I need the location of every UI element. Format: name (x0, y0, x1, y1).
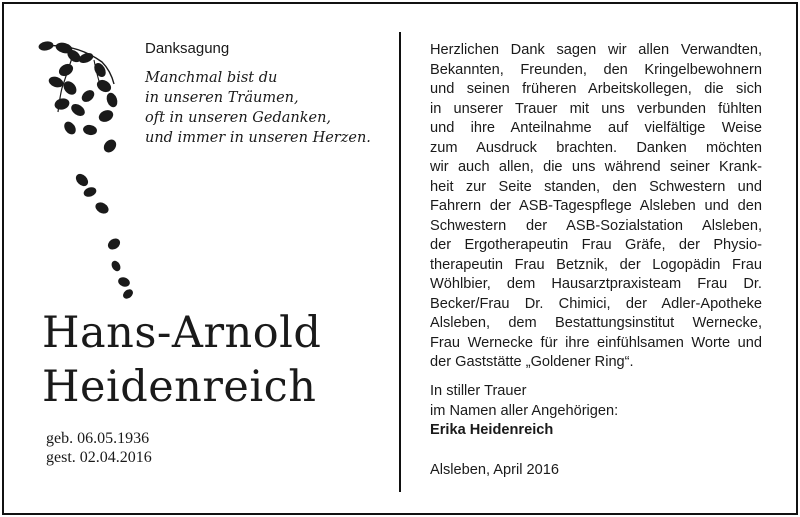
poem-line: und immer in unseren Herzen. (145, 130, 371, 146)
text-line: Schwestern der ASB-Sozialstation Alsleben, (430, 217, 762, 234)
text-line: Becker/Frau Dr. Chimici, der Adler-Apotheke (430, 295, 762, 312)
text-line: der Ergotherapeutin Frau Gräfe, der Physio- (430, 237, 762, 253)
falling-leaves-branch-icon (4, 4, 144, 304)
life-dates (46, 429, 152, 467)
column-divider (399, 32, 401, 492)
poem-line: oft in unseren Gedanken, (145, 110, 332, 126)
text-line: wir auch allen, die uns während seiner Krank- (430, 159, 762, 175)
closing-line: In stiller Trauer (430, 383, 527, 399)
place-date: Alsleben, April 2016 (430, 462, 559, 478)
deceased-last-name: Heidenreich (42, 362, 317, 412)
text-line: zum Ausdruck brachten. Danken möchten (430, 139, 762, 156)
death-date: gest. 02.04.2016 (46, 449, 152, 466)
signer-name: Erika Heidenreich (430, 422, 554, 438)
text-line: und ihre Anteilnahme auf vielfältige Weise (430, 120, 762, 136)
closing-line: im Namen aller Angehörigen: (430, 402, 619, 419)
birth-date: geb. 06.05.1936 (46, 430, 150, 447)
text-line: Herzlichen Dank sagen wir allen Verwandten, (430, 42, 762, 58)
poem-line: in unseren Träumen, (145, 90, 299, 106)
closing-block (430, 382, 618, 441)
text-line: Bekannten, Freunden, den Kringelbewohnern (430, 61, 762, 78)
text-line: heit zur Seite standen, den Schwestern und (430, 178, 762, 195)
text-line: Alsleben, dem Bestattungsinstitut Wernecke, (430, 315, 762, 331)
deceased-name (42, 306, 321, 414)
deceased-first-name: Hans-Arnold (42, 308, 322, 358)
memorial-poem (145, 68, 371, 148)
text-line: in unserer Trauer mit uns verbunden fühlten (430, 100, 762, 117)
poem-line: Manchmal bist du (145, 70, 278, 86)
obituary-card (2, 2, 798, 515)
text-line: therapeutin Frau Betznik, der Logopädin Frau (430, 256, 762, 273)
heading-danksagung: Danksagung (145, 40, 230, 57)
text-line: der Gaststätte „Goldener Ring“. (430, 354, 634, 370)
text-line: Fahrern der ASB-Tagespflege Alsleben und den (430, 198, 762, 214)
text-line: und seinen früheren Arbeitskollegen, die sich (430, 81, 762, 97)
text-line: Wöhlbier, dem Hausarztpraxisteam Frau Dr. (430, 276, 762, 292)
thanks-text (430, 41, 762, 373)
text-line: Frau Wernecke für ihre einfühlsamen Worte und (430, 334, 762, 351)
